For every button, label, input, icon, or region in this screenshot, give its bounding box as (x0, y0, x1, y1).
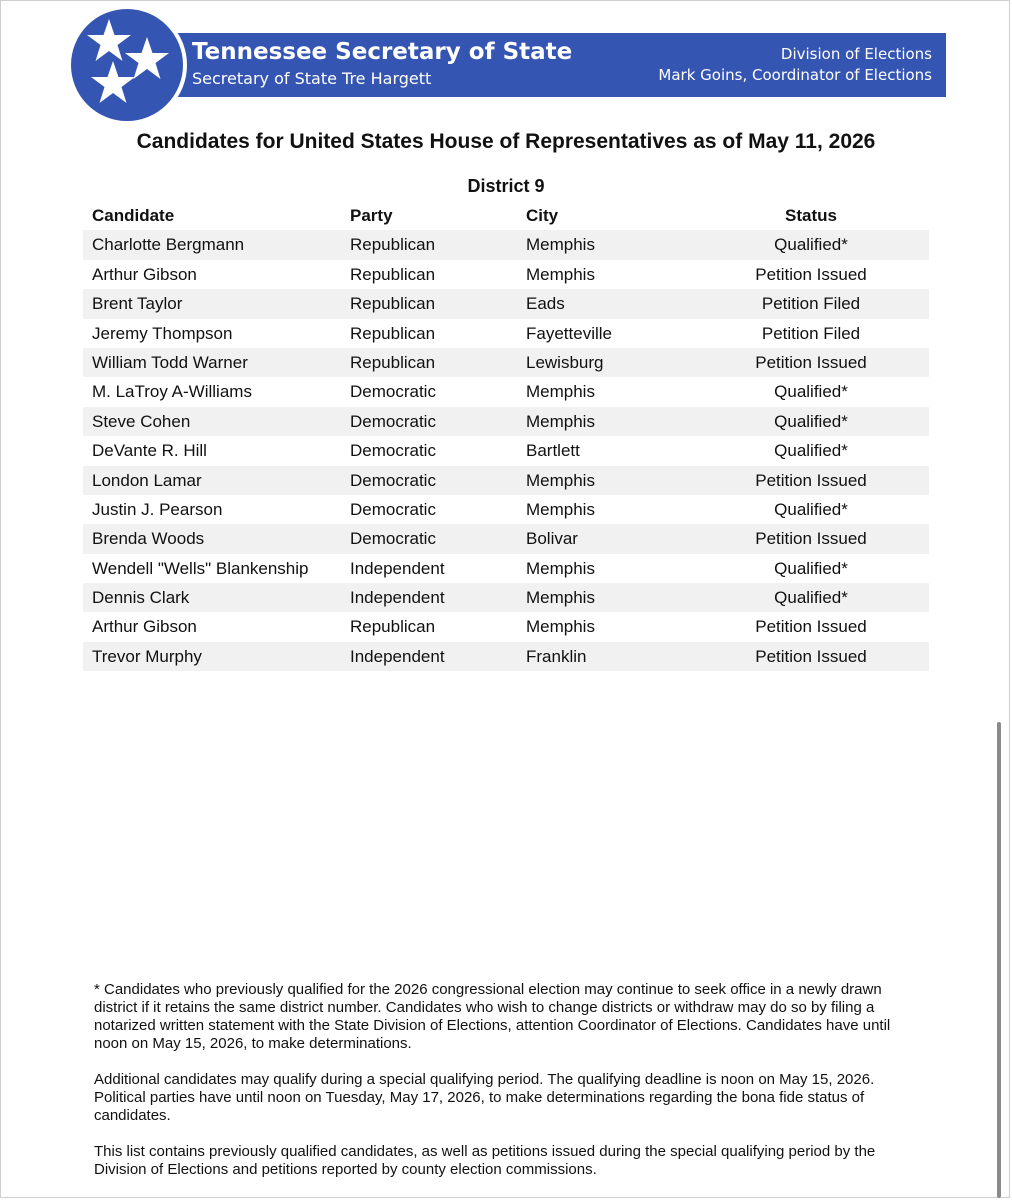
table-row (83, 319, 929, 348)
city-cell: Bartlett (526, 441, 580, 461)
candidate-name-cell: Trevor Murphy (92, 646, 202, 666)
candidate-name-cell: DeVante R. Hill (92, 441, 207, 461)
status-cell: Qualified* (774, 411, 848, 431)
district-heading: District 9 (467, 176, 545, 196)
candidate-name-cell: London Lamar (92, 470, 202, 490)
party-cell: Democratic (350, 529, 436, 549)
division-name: Division of Elections (780, 45, 932, 63)
coordinator-name: Mark Goins, Coordinator of Elections (658, 66, 932, 84)
party-cell: Democratic (350, 382, 436, 402)
candidate-name-cell: Dennis Clark (92, 588, 190, 608)
tristar-icon (67, 5, 187, 125)
city-cell: Franklin (526, 646, 587, 666)
candidate-name-cell: M. LaTroy A-Williams (92, 382, 252, 402)
agency-subtitle: Secretary of State Tre Hargett (192, 69, 432, 88)
candidate-name-cell: Wendell "Wells" Blankenship (92, 558, 309, 578)
party-cell: Democratic (350, 499, 436, 519)
column-header-candidate: Candidate (92, 206, 175, 225)
candidate-name-cell: Justin J. Pearson (92, 499, 223, 519)
city-cell: Memphis (526, 499, 595, 519)
candidate-name-cell: Brent Taylor (92, 294, 183, 314)
status-cell: Qualified* (774, 235, 848, 255)
candidate-name-cell: William Todd Warner (92, 352, 248, 372)
city-cell: Memphis (526, 411, 595, 431)
table-row (83, 524, 929, 553)
status-cell: Petition Issued (755, 470, 867, 490)
city-cell: Memphis (526, 470, 595, 490)
footnotes (94, 981, 924, 1197)
party-cell: Democratic (350, 441, 436, 461)
table-header-row (83, 201, 929, 230)
division-info (658, 44, 932, 86)
party-cell: Independent (350, 588, 445, 608)
candidate-name-cell: Arthur Gibson (92, 264, 197, 284)
status-cell: Qualified* (774, 499, 848, 519)
city-cell: Eads (526, 294, 565, 314)
party-cell: Republican (350, 264, 436, 284)
city-cell: Memphis (526, 588, 595, 608)
header-banner (120, 33, 946, 97)
status-cell: Qualified* (774, 382, 848, 402)
column-header-party: Party (350, 206, 393, 225)
table-row (83, 466, 929, 495)
party-cell: Republican (350, 235, 436, 255)
status-cell: Petition Filed (761, 323, 861, 343)
candidates-table (83, 201, 929, 671)
status-cell: Qualified* (774, 558, 848, 578)
party-cell: Republican (350, 352, 436, 372)
table-row (83, 436, 929, 465)
status-cell: Qualified* (774, 441, 848, 461)
party-cell: Republican (350, 294, 436, 314)
column-header-city: City (526, 206, 559, 225)
status-cell: Petition Issued (755, 264, 867, 284)
city-cell: Bolivar (526, 529, 578, 549)
footnote-qualified: * Candidates who previously qualified for the 2026 congressional election may continue to seek office in a newly drawn district if it retains the same district number. Candidates who wish to change districts or withdraw may do so by filing a notarized written statement with the State Division of Elections, attention Coordinator of Elections. Candidates have until noon on May 15, 2026, to make determinations. (94, 981, 891, 1052)
city-cell: Memphis (526, 617, 595, 637)
party-cell: Republican (350, 617, 436, 637)
table-row (83, 289, 929, 318)
table-row (83, 377, 929, 406)
table-row (83, 495, 929, 524)
footnote-list-contents: This list contains previously qualified candidates, as well as petitions issued during the special qualifying period by the Division of Elections and petitions reported by county election commissions. (94, 1143, 876, 1178)
party-cell: Democratic (350, 470, 436, 490)
table-row (83, 612, 929, 641)
table-row (83, 230, 929, 259)
city-cell: Memphis (526, 264, 595, 284)
candidate-name-cell: Brenda Woods (92, 529, 205, 549)
table-row (83, 642, 929, 671)
candidate-name-cell: Steve Cohen (92, 411, 191, 431)
column-header-status: Status (785, 206, 837, 225)
status-cell: Petition Issued (755, 529, 867, 549)
city-cell: Memphis (526, 558, 595, 578)
status-cell: Petition Filed (761, 294, 861, 314)
document-title: Candidates for United States House of Representatives as of May 11, 2026 (136, 130, 876, 153)
status-cell: Petition Issued (755, 352, 867, 372)
table-row (83, 407, 929, 436)
footnote-special-period: Additional candidates may qualify during a special qualifying period. The qualifying deadline is noon on May 15, 2026. Political parties have until noon on Tuesday, May 17, 2026, to make determinations regarding the bona fide status of candidates. (94, 1071, 875, 1124)
party-cell: Republican (350, 323, 436, 343)
city-cell: Lewisburg (526, 352, 604, 372)
table-body (83, 230, 929, 671)
status-cell: Qualified* (774, 588, 848, 608)
city-cell: Fayetteville (526, 323, 612, 343)
candidate-name-cell: Arthur Gibson (92, 617, 197, 637)
status-cell: Petition Issued (755, 617, 867, 637)
party-cell: Independent (350, 558, 445, 578)
table-row (83, 554, 929, 583)
agency-title: Tennessee Secretary of State (192, 39, 573, 65)
table-row (83, 260, 929, 289)
table-row (83, 583, 929, 612)
candidate-name-cell: Jeremy Thompson (92, 323, 233, 343)
city-cell: Memphis (526, 235, 595, 255)
scrollbar-thumb[interactable] (997, 722, 1001, 1198)
party-cell: Democratic (350, 411, 436, 431)
status-cell: Petition Issued (755, 646, 867, 666)
party-cell: Independent (350, 646, 445, 666)
candidate-name-cell: Charlotte Bergmann (92, 235, 245, 255)
city-cell: Memphis (526, 382, 595, 402)
table-row (83, 348, 929, 377)
